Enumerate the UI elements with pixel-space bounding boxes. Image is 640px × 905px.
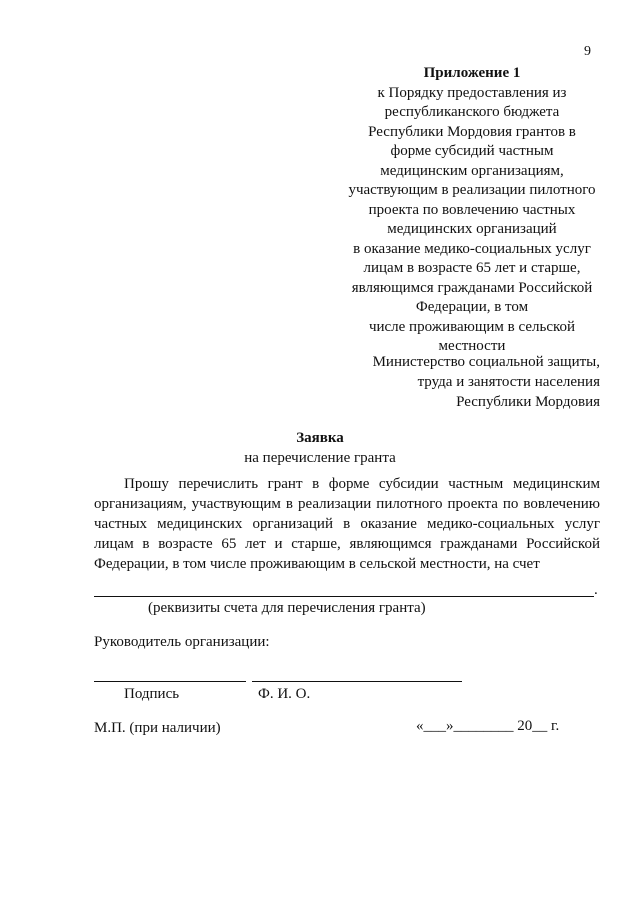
addressee-line: Республики Мордовия	[456, 394, 600, 410]
appendix-line: местности	[438, 338, 506, 354]
appendix-line: лицам в возрасте 65 лет и старше,	[363, 260, 581, 276]
full-name-caption: Ф. И. О.	[258, 686, 311, 702]
appendix-line: республиканского бюджета	[384, 104, 560, 120]
signature-line	[94, 681, 246, 682]
appendix-line: к Порядку предоставления из	[377, 84, 567, 101]
appendix-line: Республики Мордовия грантов в	[368, 123, 576, 140]
addressee-line: труда и занятости населения	[417, 374, 600, 390]
full-name-line	[252, 681, 462, 682]
appendix-line: участвующим в реализации пилотного	[348, 182, 596, 198]
request-body: Прошу перечислить грант в форме субсидии частным медицинским организациям, участвующим в реализации пилотного проекта по вовлечению частных медицинских организаций в оказание медико-социальных услуг лицам в возрасте 65 лет и старше, являющимся гражданами Российской Федерации, в том числе проживающим в сельской местности, на счет	[94, 476, 600, 572]
document-subtitle: на перечисление гранта	[244, 450, 396, 466]
appendix-line: проекта по вовлечению частных	[368, 201, 576, 218]
page-number: 9	[584, 44, 591, 59]
appendix-line: медицинских организаций	[387, 221, 557, 237]
appendix-title: Приложение 1	[423, 65, 521, 81]
organization-head-label: Руководитель организации:	[94, 634, 270, 650]
addressee-line: Министерство социальной защиты,	[372, 354, 600, 370]
seal-label: М.П. (при наличии)	[94, 720, 221, 736]
account-details-line	[94, 596, 594, 597]
date-field: «___»________ 20__ г.	[416, 718, 560, 734]
account-details-caption: (реквизиты счета для перечисления гранта)	[148, 600, 426, 616]
document-title: Заявка	[296, 430, 344, 446]
appendix-line: в оказание медико-социальных услуг	[353, 240, 591, 257]
appendix-line: числе проживающим в сельской	[368, 318, 576, 335]
appendix-line: форме субсидий частным	[390, 143, 554, 159]
signature-caption: Подпись	[124, 686, 180, 702]
appendix-line: медицинским организациям,	[380, 162, 564, 179]
addressee-block	[330, 352, 600, 412]
account-line-period: .	[594, 582, 598, 598]
document-heading	[0, 428, 640, 468]
appendix-block	[332, 64, 612, 357]
appendix-line: Федерации, в том	[415, 299, 529, 315]
appendix-line: являющимся гражданами Российской	[351, 279, 593, 296]
